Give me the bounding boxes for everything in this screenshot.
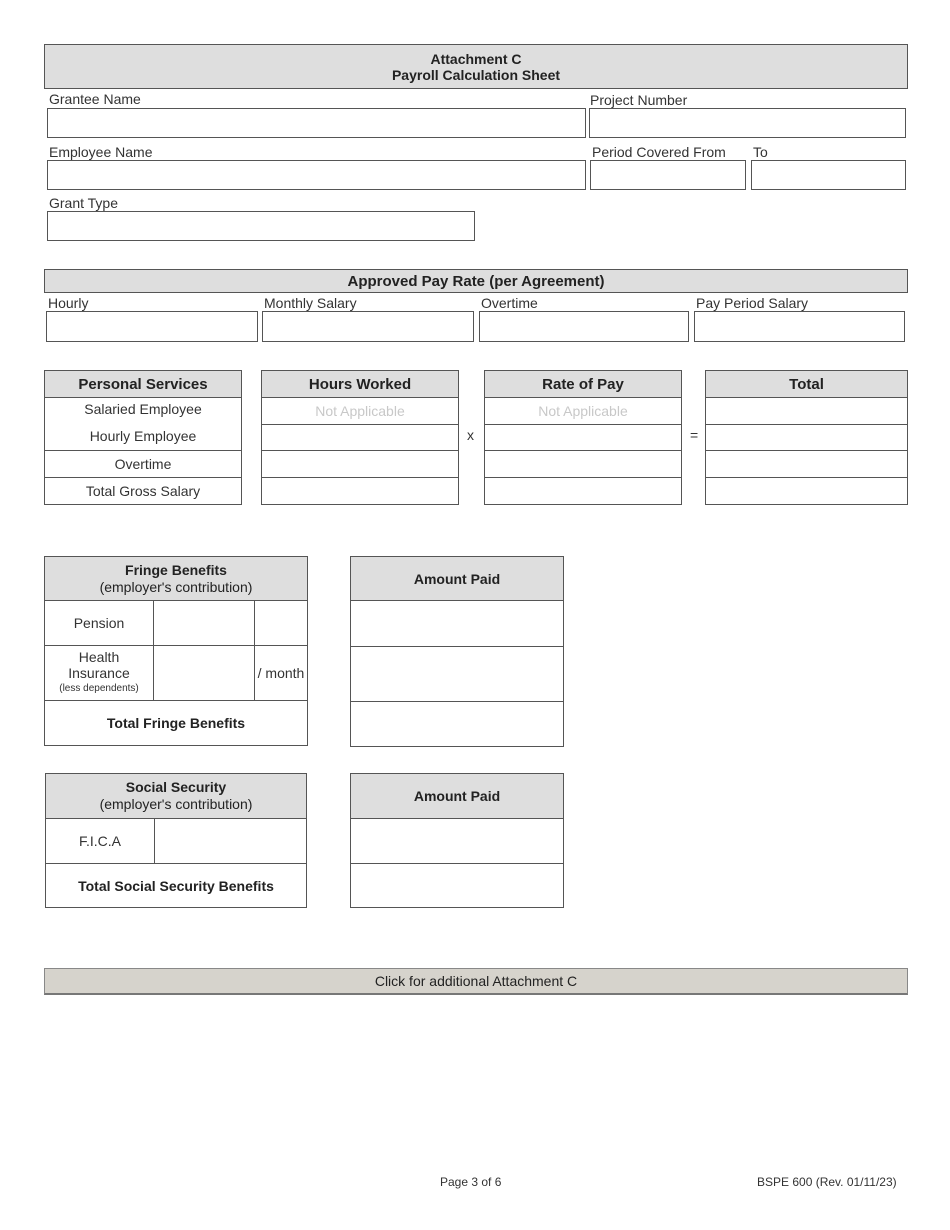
overtime-rate-input[interactable] [479,311,689,342]
equals-sign: = [690,427,699,443]
project-number-input[interactable] [589,108,906,138]
health-label: Health [78,649,120,665]
hourly-rate-of-pay-input[interactable] [484,424,682,451]
pension-rate-input[interactable] [153,600,255,646]
grant-type-label: Grant Type [49,195,119,211]
hourly-label: Hourly [48,295,89,311]
hourly-total-input[interactable] [705,424,908,451]
overtime-rate-of-pay-input[interactable] [484,450,682,478]
grant-type-input[interactable] [47,211,475,241]
fringe-amount-paid-header: Amount Paid [350,556,564,601]
period-from-input[interactable] [590,160,746,190]
per-month-label: / month [254,645,308,701]
monthly-salary-input[interactable] [262,311,474,342]
overtime-row-label: Overtime [44,450,242,478]
total-hours-input[interactable] [261,477,459,505]
fringe-benefits-title: Fringe Benefits [125,561,227,578]
hourly-rate-input[interactable] [46,311,258,342]
pay-period-salary-input[interactable] [694,311,905,342]
total-gross-salary-label: Total Gross Salary [44,477,242,505]
hours-worked-header: Hours Worked [261,370,459,398]
salaried-total-input[interactable] [705,397,908,425]
salaried-rate-cell [484,397,682,425]
pension-extra-input[interactable] [254,600,308,646]
insurance-label: Insurance [68,665,130,681]
personal-services-header: Personal Services [44,370,242,398]
rate-of-pay-header: Rate of Pay [484,370,682,398]
fica-rate-input[interactable] [154,818,307,864]
health-amount-paid-input[interactable] [350,646,564,702]
pay-period-salary-label: Pay Period Salary [696,295,809,311]
fringe-total-amount-paid-input[interactable] [350,701,564,747]
gross-salary-total-input[interactable] [705,477,908,505]
additional-attachment-button[interactable]: Click for additional Attachment C [44,968,908,995]
grantee-name-label: Grantee Name [49,91,141,107]
health-insurance-input[interactable] [153,645,255,701]
fringe-benefits-header [44,556,308,601]
grantee-name-input[interactable] [47,108,586,138]
overtime-label: Overtime [481,295,538,311]
total-rate-of-pay-input[interactable] [484,477,682,505]
hourly-employee-label: Hourly Employee [89,428,197,444]
overtime-hours-input[interactable] [261,450,459,478]
health-insurance-label-cell [44,645,154,701]
pension-amount-paid-input[interactable] [350,600,564,647]
period-from-label: Period Covered From [592,144,726,160]
page-number: Page 3 of 6 [440,1175,502,1189]
fringe-benefits-subtitle: (employer's contribution) [99,578,253,595]
salaried-hours-cell [261,397,459,425]
total-fringe-benefits-label: Total Fringe Benefits [44,700,308,746]
total-header: Total [705,370,908,398]
attachment-title: Attachment C [430,50,522,67]
period-to-input[interactable] [751,160,906,190]
form-id: BSPE 600 (Rev. 01/11/23) [757,1175,897,1189]
total-social-security-label: Total Social Security Benefits [45,863,307,908]
social-security-total-amount-input[interactable] [350,863,564,908]
multiply-sign: x [467,427,474,443]
employee-name-label: Employee Name [49,144,153,160]
project-number-label: Project Number [590,92,688,108]
fica-label: F.I.C.A [45,818,155,864]
period-to-label: To [753,144,768,160]
not-applicable-text: Not Applicable [538,403,628,419]
overtime-total-input[interactable] [705,450,908,478]
attachment-header [44,44,908,89]
employee-name-input[interactable] [47,160,586,190]
pension-label: Pension [44,600,154,646]
not-applicable-text: Not Applicable [315,403,405,419]
social-security-subtitle: (employer's contribution) [99,796,253,812]
social-security-title: Social Security [125,779,227,795]
sheet-title: Payroll Calculation Sheet [391,66,561,83]
fica-amount-paid-input[interactable] [350,818,564,864]
hourly-hours-input[interactable] [261,424,459,451]
social-security-header [45,773,307,819]
monthly-salary-label: Monthly Salary [264,295,357,311]
pay-rate-header: Approved Pay Rate (per Agreement) [44,269,908,293]
social-security-amount-paid-header: Amount Paid [350,773,564,819]
salaried-employee-label: Salaried Employee [84,401,202,417]
less-dependents-note: (less dependents) [59,683,139,694]
